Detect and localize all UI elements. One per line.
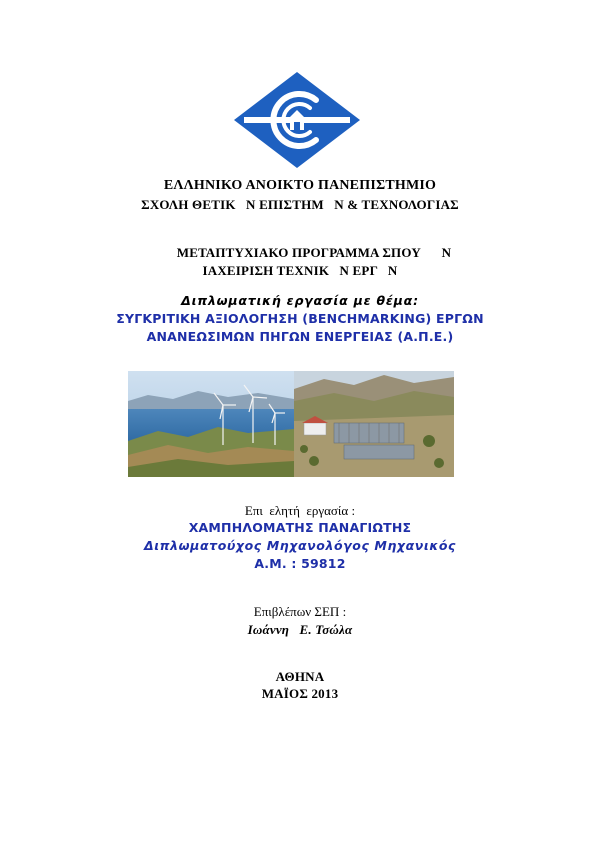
program-line-1: ΜΕΤΑΠΤΥΧΙΑΚΟ ΠΡΟΓΡΑΜΜΑ ΣΠΟΥ Ν xyxy=(176,245,452,260)
supervisor-label: Επιβλέπων ΣΕΠ : xyxy=(253,604,347,619)
city: ΑΘΗΝΑ xyxy=(275,669,325,684)
wind-turbines-photo xyxy=(128,371,294,477)
author-title: Διπλωματούχος Μηχανολόγος Μηχανικός xyxy=(143,538,457,553)
author-name: ΧΑΜΠΗΛΟΜΑΤΗΣ ΠΑΝΑΓΙΩΤΗΣ xyxy=(188,520,412,535)
date: ΜΑΪΟΣ 2013 xyxy=(261,686,339,701)
solar-park-photo xyxy=(294,371,454,477)
thesis-intro: Διπλωματική εργασία με θέμα: xyxy=(181,293,419,308)
author-label: Επι ελητή εργασία : xyxy=(244,503,356,518)
author-am: Α.Μ. : 59812 xyxy=(254,556,346,571)
university-logo xyxy=(232,70,362,170)
thesis-title-line-2: ΑΝΑΝΕΩΣΙΜΩΝ ΠΗΓΩΝ ΕΝΕΡΓΕΙΑΣ (Α.Π.Ε.) xyxy=(146,329,454,344)
thesis-title-line-1: ΣΥΓΚΡΙΤΙΚΗ ΑΞΙΟΛΟΓΗΣΗ (BENCHMARKING) ΕΡΓΩΝ xyxy=(116,311,484,326)
supervisor-name: Ιωάννη Ε. Τσώλα xyxy=(247,622,353,637)
university-name: ΕΛΛΗΝΙΚΟ ΑΝΟΙΚΤΟ ΠΑΝΕΠΙΣΤΗΜΙΟ xyxy=(163,178,437,193)
school-name: ΣΧΟΛΗ ΘΕΤΙΚ Ν ΕΠΙΣΤΗΜ Ν & ΤΕΧΝΟΛΟΓΙΑΣ xyxy=(141,197,459,212)
program-line-2: ΙΑΧΕΙΡΙΣΗ ΤΕΧΝΙΚ Ν ΕΡΓ Ν xyxy=(202,263,398,278)
